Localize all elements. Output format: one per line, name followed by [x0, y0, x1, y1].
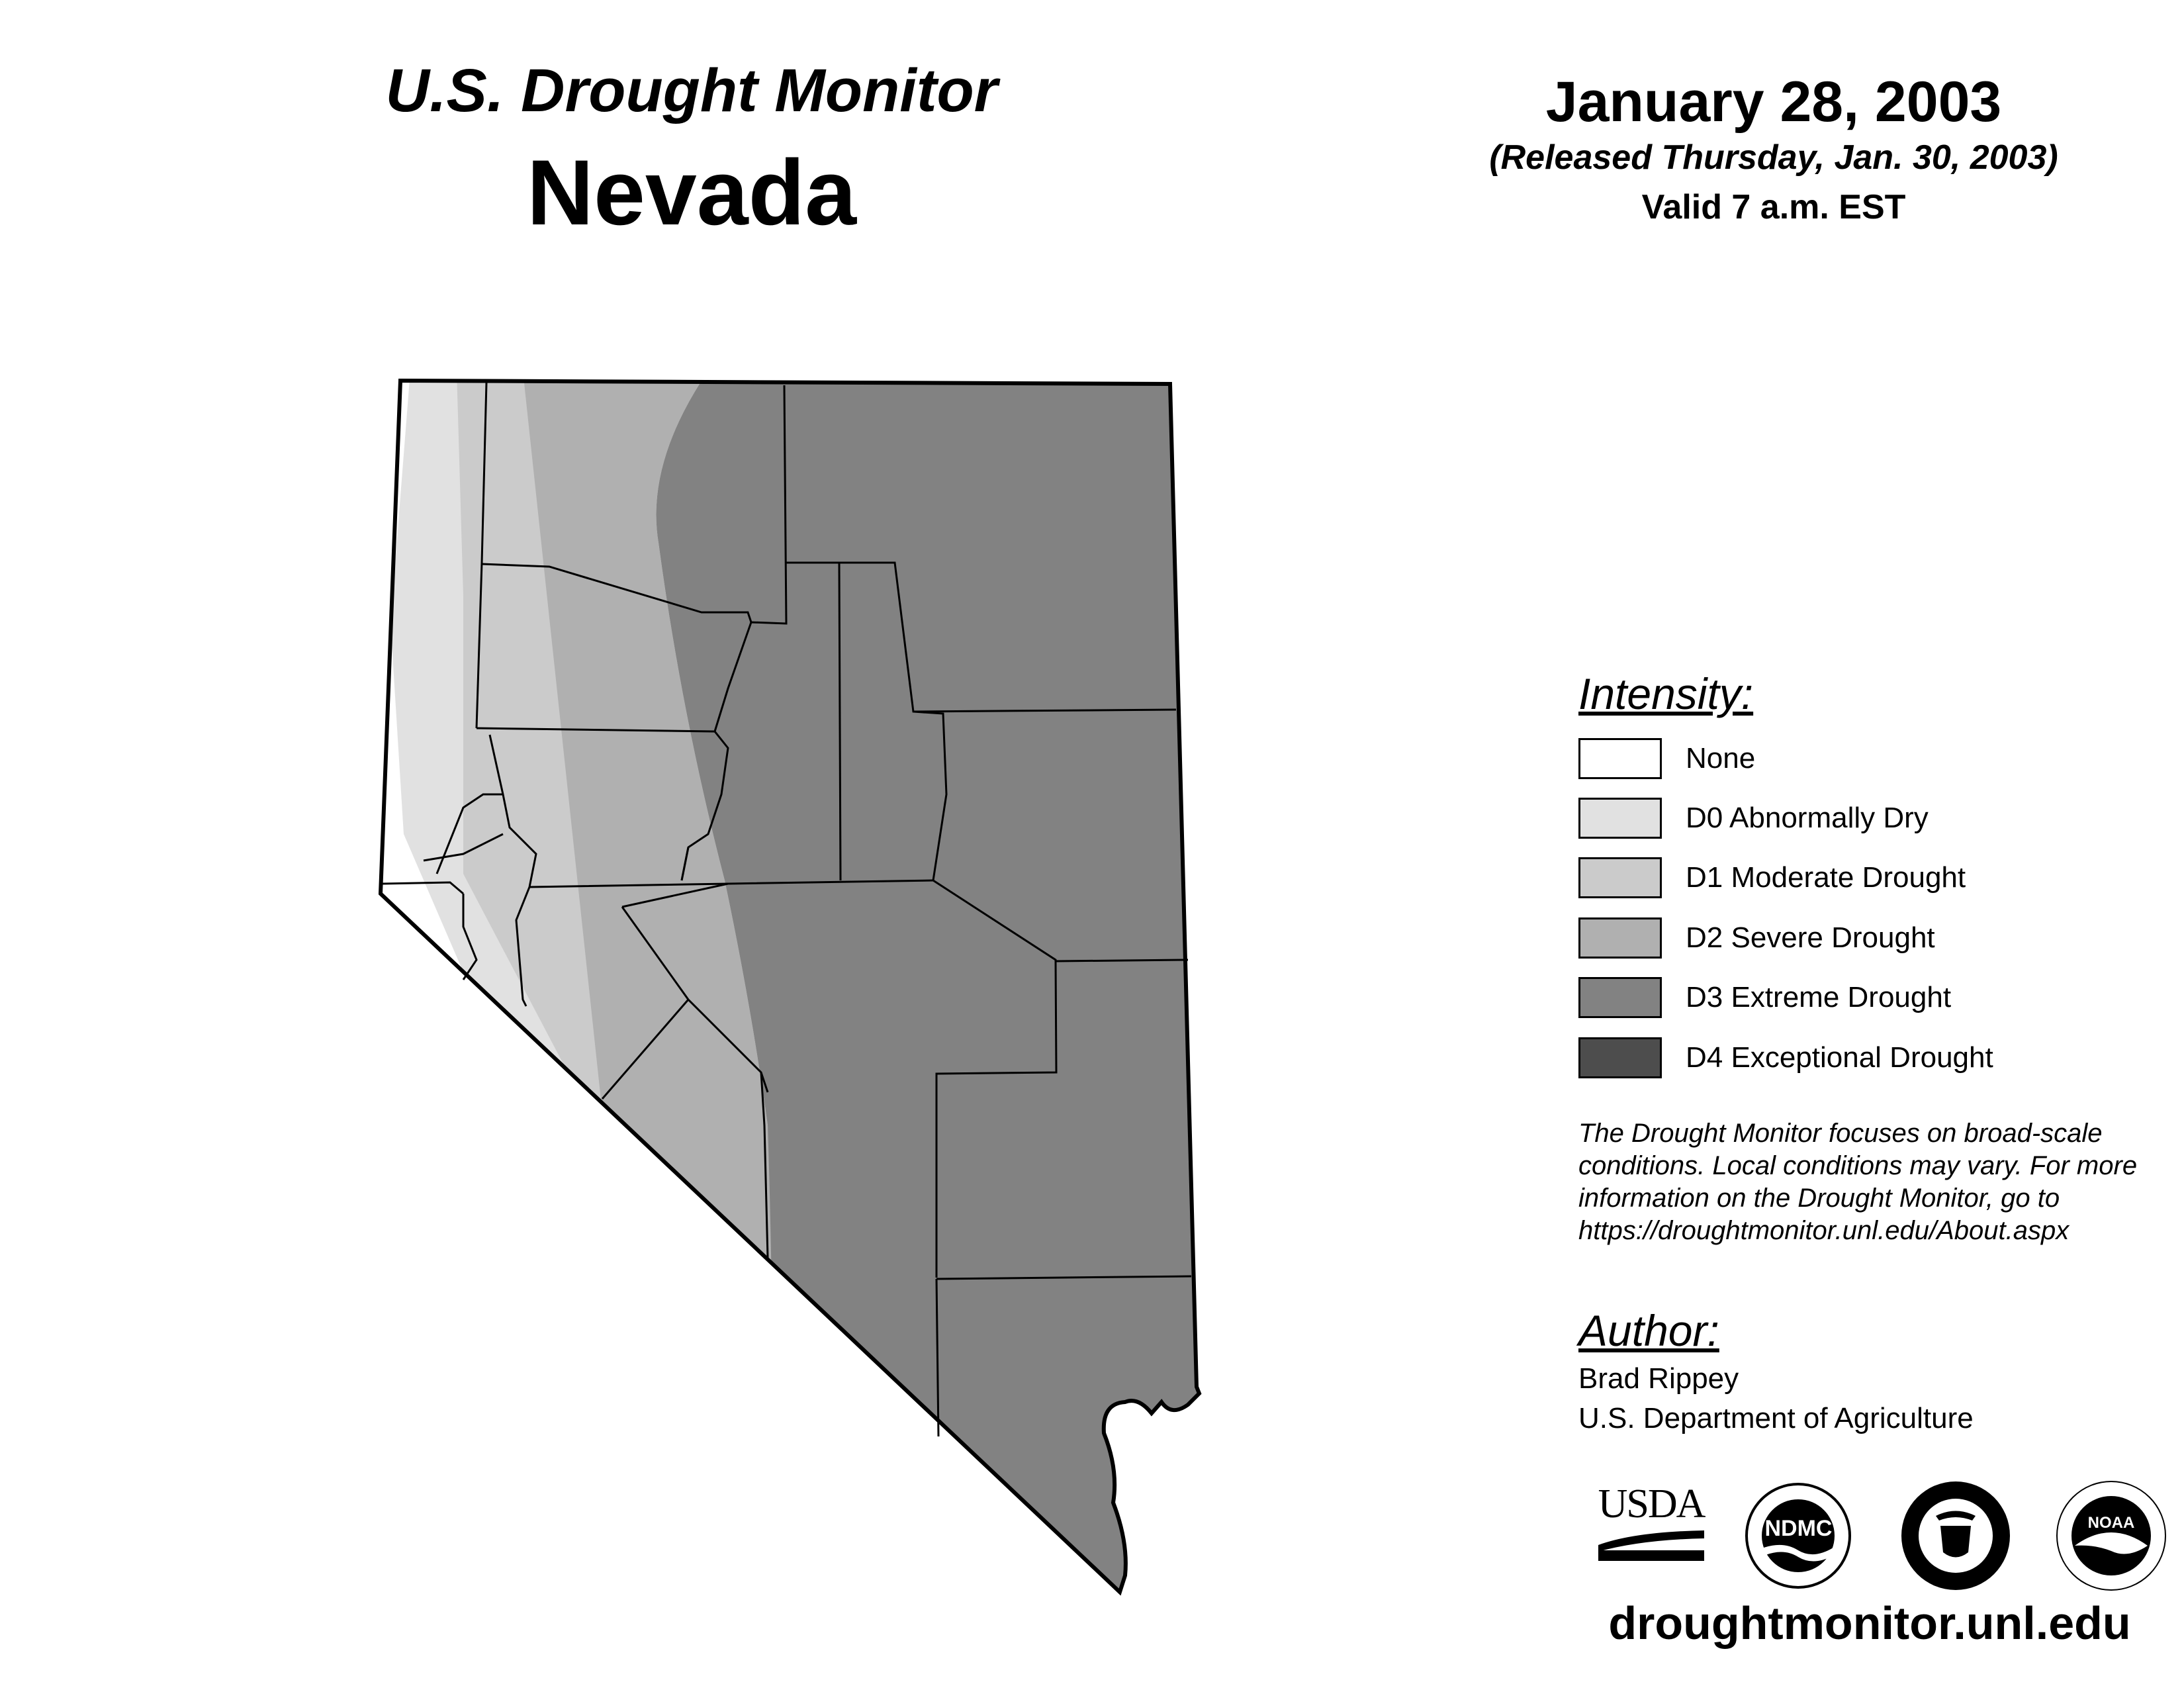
legend-item-d4	[1578, 1036, 1993, 1080]
website-url[interactable]: droughtmonitor.unl.edu	[1608, 1597, 2131, 1649]
valid-time: Valid 7 a.m. EST	[1641, 188, 1906, 226]
legend-label: D4 Exceptional Drought	[1686, 1041, 1993, 1074]
legend-label: D2 Severe Drought	[1686, 921, 1935, 954]
ndmc-logo	[1744, 1481, 1853, 1591]
noaa-seal-icon	[2055, 1479, 2167, 1592]
legend-swatch	[1578, 738, 1662, 779]
legend-label: D0 Abnormally Dry	[1686, 802, 1929, 834]
legend-item-d3	[1578, 976, 1951, 1019]
ndmc-logo-text: NDMC	[1764, 1516, 1833, 1541]
noaa-logo-text: NOAA	[2087, 1514, 2135, 1532]
legend-label: None	[1686, 742, 1756, 774]
map-date: January 28, 2003	[1545, 70, 2002, 134]
disclaimer-note	[1578, 1117, 2174, 1247]
legend-label: D1 Moderate Drought	[1686, 861, 1966, 894]
legend-swatch	[1578, 917, 1662, 959]
map-source-title: U.S. Drought Monitor	[385, 57, 998, 124]
department-of-commerce-seal-icon	[1899, 1479, 2012, 1592]
usda-logo-text: USDA	[1598, 1481, 1705, 1526]
legend-swatch	[1578, 977, 1662, 1018]
legend-title: Intensity:	[1578, 669, 1754, 718]
author-name: Brad Rippey	[1578, 1362, 1739, 1395]
author-organization: U.S. Department of Agriculture	[1578, 1402, 1974, 1434]
author-title: Author:	[1578, 1306, 1719, 1355]
usda-logo	[1595, 1483, 1707, 1562]
legend-label: D3 Extreme Drought	[1686, 981, 1952, 1013]
note-line: information on the Drought Monitor, go to	[1578, 1184, 2060, 1213]
note-link[interactable]: https://droughtmonitor.unl.edu/About.aspx	[1578, 1216, 2070, 1245]
legend-swatch	[1578, 798, 1662, 839]
noaa-logo	[2055, 1479, 2167, 1592]
map-state-title: Nevada	[526, 140, 857, 244]
release-date: (Released Thursday, Jan. 30, 2003)	[1489, 138, 2058, 177]
legend-item-d0	[1578, 796, 1929, 840]
note-line: The Drought Monitor focuses on broad-scale	[1578, 1119, 2103, 1148]
legend-item-d1	[1578, 856, 1966, 900]
legend-item-none	[1578, 737, 1755, 780]
usda-logo-mark	[1595, 1525, 1707, 1562]
note-line: conditions. Local conditions may vary. For more	[1578, 1151, 2138, 1180]
commerce-seal	[1899, 1479, 2012, 1592]
legend-swatch	[1578, 1037, 1662, 1078]
legend-item-d2	[1578, 916, 1935, 960]
legend-swatch	[1578, 857, 1662, 898]
